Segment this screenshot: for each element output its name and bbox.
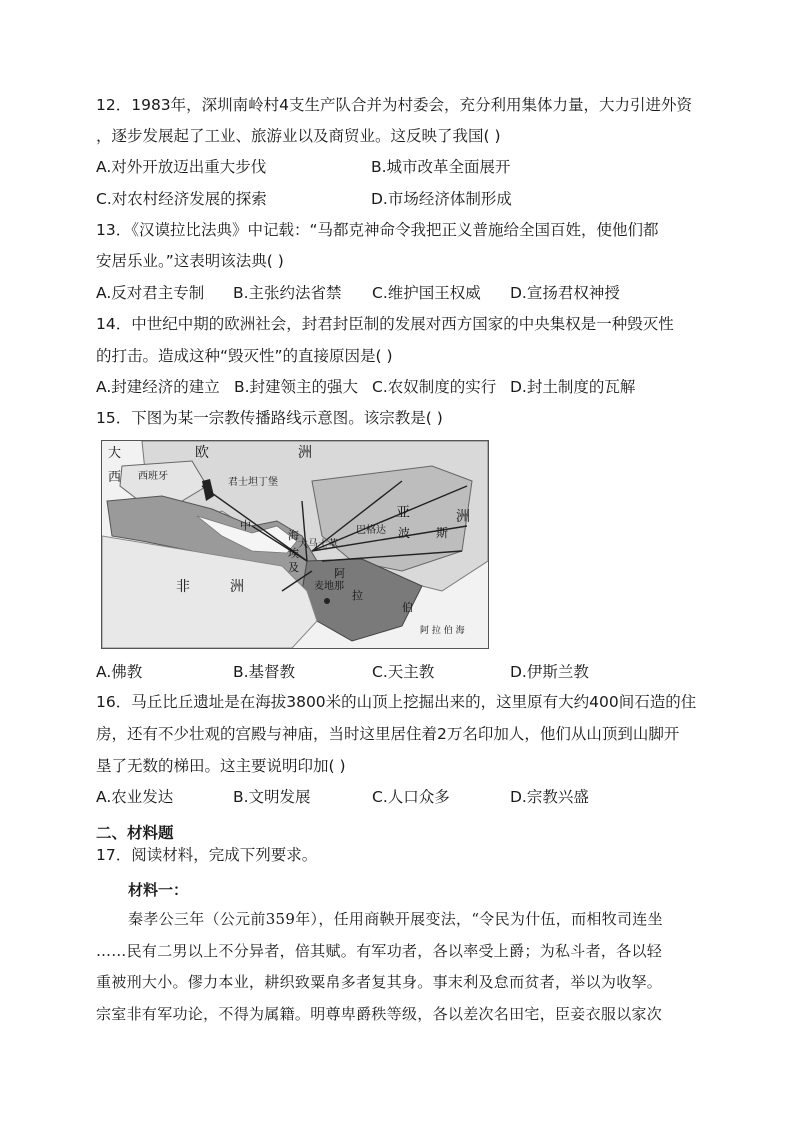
map-label-fei: 非 [176,579,190,595]
q12-option-a[interactable]: A.对外开放迈出重大步伐 [96,158,267,176]
material1-line3: 重被刑大小。僇力本业，耕织致粟帛多者复其身。事末利及怠而贫者，举以为收孥。 [96,973,663,991]
map-label-si: 斯 [436,526,449,540]
q16-option-a[interactable]: A.农业发达 [96,788,174,806]
q15-text-line1: 15．下图为某一宗教传播路线示意图。该宗教是( ) [96,409,443,427]
q15-option-c[interactable]: C.天主教 [372,663,435,681]
map-label-ou: 欧 [195,445,209,461]
q12-option-d[interactable]: D.市场经济体制形成 [371,190,512,208]
q12-text-line2: ，逐步发展起了工业、旅游业以及商贸业。这反映了我国( ) [96,127,501,145]
q13-option-d[interactable]: D.宣扬君权神授 [510,284,620,302]
map-label-maidina: 麦地那 [314,581,344,592]
map-label-la: 拉 [352,589,363,602]
q13-text-line1: 13．《汉谟拉比法典》中记载：“马都克神命令我把正义普施给全国百姓，使他们都 [96,221,659,239]
map-label-bo2: 伯 [402,601,413,614]
map-label-hai: 海 [288,529,299,542]
q14-option-d[interactable]: D.封土制度的瓦解 [510,378,636,396]
q12-text-line1: 12．1983年，深圳南岭村4支生产队合并为村委会，充分利用集体力量，大力引进外资 [96,96,693,114]
map-label-ya: 亚 [396,505,410,521]
material1-line1: 秦孝公三年（公元前359年），任用商鞅开展变法，“令民为什伍，而相牧司连坐 [128,910,663,928]
map-label-bagedad: 巴格达 [356,525,386,536]
material1-title: 材料一： [128,881,189,899]
q16-text-line3: 垦了无数的梯田。这主要说明印加( ) [96,757,346,775]
map-label-zhou2: 洲 [456,509,470,525]
map-label-sea: 阿 拉 伯 海 [420,626,465,636]
q14-option-c[interactable]: C.农奴制度的实行 [372,378,497,396]
q14-option-b[interactable]: B.封建领主的强大 [234,378,359,396]
q17-text: 17．阅读材料，完成下列要求。 [96,846,318,864]
material1-line2: ……民有二男以上不分异者，倍其赋。有军功者，各以率受上爵；为私斗者，各以轻 [96,942,663,960]
q16-text-line2: 房，还有不少壮观的宫殿与神庙，当时这里居住着2万名印加人，他们从山顶到山脚开 [96,725,680,743]
q12-option-b[interactable]: B.城市改革全面展开 [371,158,511,176]
q13-text-line2: 安居乐业。”这表明该法典( ) [96,252,284,270]
q14-text-line2: 的打击。造成这种“毁灭性”的直接原因是( ) [96,347,393,365]
map-label-ai: 埃 [288,547,299,560]
map-label-a: 阿 [334,567,345,580]
map-label-xibanya: 西班牙 [138,471,168,482]
q15-option-a[interactable]: A.佛教 [96,663,143,681]
q14-text-line1: 14．中世纪中期的欧洲社会，封君封臣制的发展对西方国家的中央集权是一种毁灭性 [96,315,674,333]
map-label-ji: 及 [288,561,299,574]
q13-option-b[interactable]: B.主张约法省禁 [233,284,342,302]
map-label-zhou3: 洲 [230,579,244,595]
map-label-bo: 波 [398,526,411,540]
map-label-xi: 西 [108,470,122,485]
q13-option-c[interactable]: C.维护国王权威 [372,284,481,302]
q15-option-d[interactable]: D.伊斯兰教 [510,663,589,681]
q13-option-a[interactable]: A.反对君主专制 [96,284,205,302]
q16-option-c[interactable]: C.人口众多 [372,788,450,806]
q16-option-d[interactable]: D.宗教兴盛 [510,788,589,806]
map-label-junshitanding: 君士坦丁堡 [228,477,278,488]
map-label-damashige: 大马士革 [298,539,338,550]
material1-line4: 宗室非有军功论，不得为属籍。明尊卑爵秩等级，各以差次名田宅，臣妾衣服以家次 [96,1005,663,1023]
q12-option-c[interactable]: C.对农村经济发展的探索 [96,190,267,208]
q16-text-line1: 16．马丘比丘遗址是在海拔3800米的山顶上挖掘出来的，这里原有大约400间石造的住 [96,693,697,711]
q16-option-b[interactable]: B.文明发展 [233,788,311,806]
section-title: 二、材料题 [96,824,174,842]
q15-option-b[interactable]: B.基督教 [233,663,296,681]
religion-spread-map [101,440,489,649]
q14-option-a[interactable]: A.封建经济的建立 [96,378,220,396]
map-label-zhou1: 洲 [298,445,312,461]
map-label-da: 大 [108,446,122,461]
map-label-zhong: 中 [240,519,251,532]
